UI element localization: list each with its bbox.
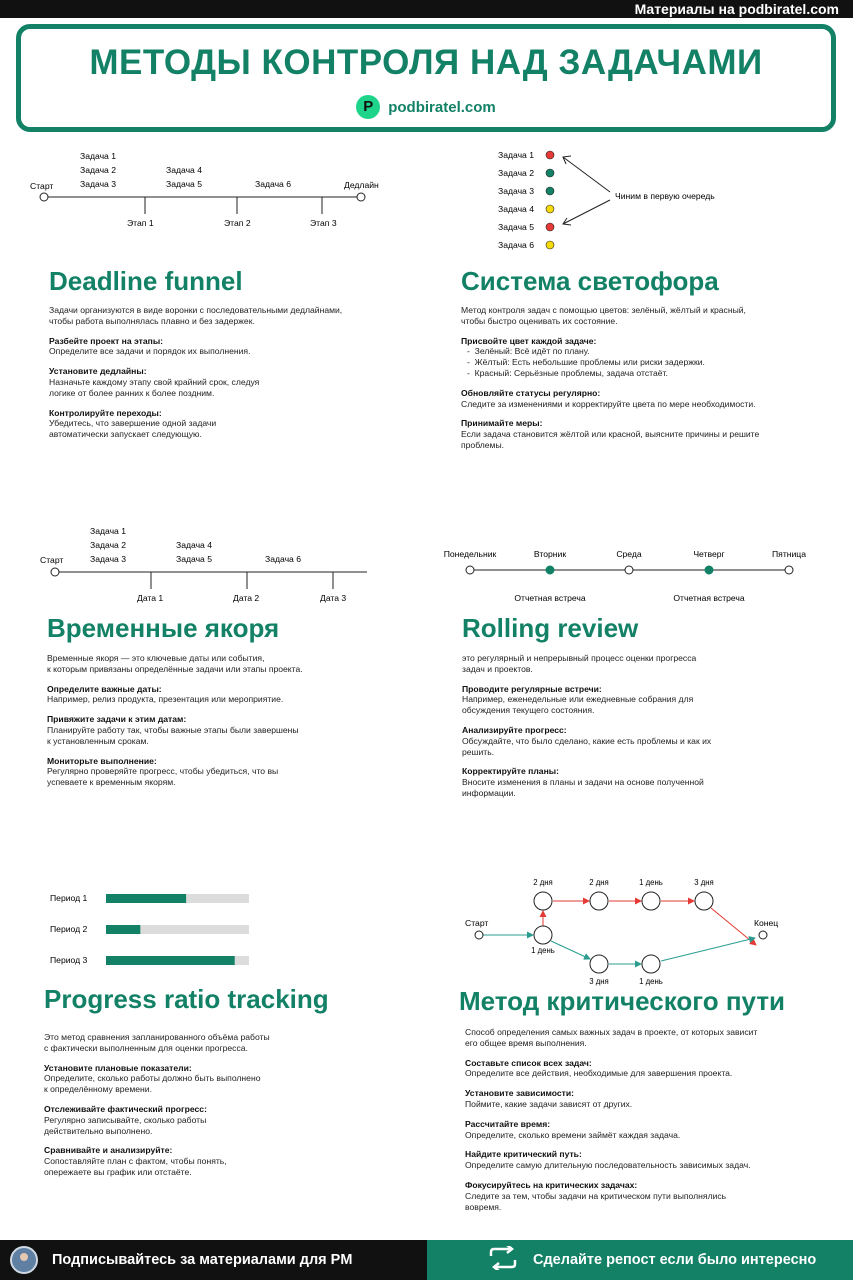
step-text: Вносите изменения в планы и задачи на основе полученной информации. (462, 777, 704, 798)
period-label: Период 2 (50, 924, 88, 934)
rolling-day-label: Вторник (533, 549, 567, 559)
traffic-task-label: Задача 3 (498, 186, 534, 196)
funnel-stage-label: Этап 3 (310, 218, 337, 228)
section-title: Deadline funnel (49, 266, 243, 296)
status-dot (546, 187, 554, 195)
funnel-task: Задача 3 (80, 179, 116, 189)
step-text: Планируйте работу так, чтобы важные этапы были завершены к установленным срокам. (47, 724, 299, 746)
status-dot (546, 205, 554, 213)
step-heading: Рассчитайте время: (465, 1118, 551, 1129)
rolling-meeting-label: Отчетная встреча (673, 593, 745, 603)
section-title: Progress ratio tracking (44, 984, 329, 1014)
step-text: Следите за изменениями и корректируйте цвета по мере необходимости. (461, 398, 756, 409)
site-logo[interactable] (21, 95, 831, 119)
step-heading: Привяжите задачи к этим датам: (47, 714, 187, 725)
cpm-duration-label: 1 день (531, 946, 555, 955)
footer-repost-text: Сделайте репост если было интересно (533, 1252, 817, 1268)
anchors-date-label: Дата 3 (320, 593, 347, 603)
funnel-task: Задача 4 (166, 165, 202, 175)
rolling-meeting-label: Отчетная встреча (514, 593, 586, 603)
step-text: Регулярно записывайте, сколько работы действительно выполнено. (44, 1114, 207, 1136)
progress-fill (106, 894, 186, 903)
step-heading: Установите зависимости: (465, 1088, 575, 1099)
section-intro: Задачи организуются в виде воронки с последовательными дедлайнами, чтобы работа выполнялась плавно и без задержек. (49, 305, 343, 326)
section-deadline-funnel (49, 266, 419, 440)
anchors-task: Задача 3 (90, 554, 126, 564)
section-title: Система светофора (461, 266, 719, 296)
section-intro: Метод контроля задач с помощью цветов: зелёный, жёлтый и красный, чтобы быстро оценивать их состояние. (461, 305, 746, 326)
step-text: Убедитесь, что завершение одной задачи автоматически запускает следующую. (49, 418, 217, 440)
funnel-task: Задача 2 (80, 165, 116, 175)
step-text: Например, релиз продукта, презентация или мероприятие. (47, 694, 284, 705)
step-text: Определите самую длительную последовательность зависимых задач. (465, 1160, 751, 1171)
section-traffic-light (461, 266, 841, 451)
section-title: Rolling review (462, 613, 639, 643)
anchors-date-label: Дата 1 (137, 593, 164, 603)
step-text: Регулярно проверяйте прогресс, чтобы убедиться, что вы успеваете к временным якорям. (47, 766, 279, 788)
funnel-task: Задача 6 (255, 179, 291, 189)
funnel-stage-label: Этап 2 (224, 218, 251, 228)
status-dot (546, 241, 554, 249)
rolling-day-label: Четверг (693, 549, 725, 559)
status-dot (546, 151, 554, 159)
step-heading: Найдите критический путь: (465, 1149, 582, 1160)
step-heading: Определите важные даты: (47, 683, 162, 694)
section-intro: Это метод сравнения запланированного объёма работы с фактически выполненным для оценки прогресса. (44, 1032, 270, 1053)
section-intro: Способ определения самых важных задач в проекте, от которых зависит его общее время выполнения. (465, 1027, 758, 1048)
rolling-day-label: Понедельник (443, 549, 497, 559)
funnel-stage-label: Этап 1 (127, 218, 154, 228)
bullet-item: - Жёлтый: Есть небольшие проблемы или риски задержки. (467, 357, 705, 368)
anchors-task: Задача 1 (90, 526, 126, 536)
period-label: Период 1 (50, 893, 88, 903)
anchors-task: Задача 2 (90, 540, 126, 550)
anchors-date-label: Дата 2 (233, 593, 260, 603)
logo-text: podbiratel.com (388, 98, 496, 116)
step-text: Определите, сколько времени займёт каждая задача. (465, 1129, 681, 1140)
step-heading: Фокусируйтесь на критических задачах: (465, 1179, 638, 1190)
section-time-anchors (47, 613, 417, 788)
traffic-note: Чиним в первую очередь (615, 191, 715, 201)
step-text: Определите все действия, необходимые для завершения проекта. (465, 1068, 733, 1079)
step-heading: Корректируйте планы: (462, 766, 559, 777)
status-dot (546, 223, 554, 231)
step-heading: Составьте список всех задач: (465, 1057, 592, 1068)
footer-subscribe[interactable] (0, 1240, 427, 1280)
traffic-task-label: Задача 2 (498, 168, 534, 178)
funnel-task: Задача 1 (80, 151, 116, 161)
step-text: Обсуждайте, что было сделано, какие есть проблемы и как их решить. (462, 735, 712, 757)
step-heading: Проводите регулярные встречи: (462, 683, 602, 694)
step-heading: Разбейте проект на этапы: (49, 335, 164, 346)
anchors-task: Задача 5 (176, 554, 212, 564)
rolling-day-label: Пятница (771, 549, 807, 559)
progress-fill (106, 925, 140, 934)
cpm-duration-label: 1 день (639, 977, 663, 986)
funnel-end-label: Дедлайн (344, 180, 379, 190)
cpm-duration-label: 3 дня (589, 977, 609, 986)
step-heading: Контролируйте переходы: (49, 407, 162, 418)
step-text: Сопоставляйте план с фактом, чтобы понять, опережаете вы график или отстаёте. (44, 1156, 227, 1177)
anchors-diagram (0, 520, 420, 610)
cpm-start-label: Старт (465, 918, 489, 928)
step-text: Следите за тем, чтобы задачи на критическом пути выполнялись вовремя. (465, 1190, 727, 1212)
progress-diagram (0, 880, 420, 975)
anchors-start-label: Старт (40, 555, 64, 565)
step-heading: Сравнивайте и анализируйте: (44, 1145, 173, 1156)
funnel-start-label: Старт (30, 181, 54, 191)
section-progress-ratio (44, 984, 424, 1178)
cpm-duration-label: 3 дня (694, 878, 714, 887)
page-title: МЕТОДЫ КОНТРОЛЯ НАД ЗАДАЧАМИ (89, 43, 763, 82)
top-bar (0, 0, 853, 18)
cpm-end-label: Конец (754, 918, 779, 928)
section-title: Временные якоря (47, 613, 280, 643)
footer-repost[interactable] (427, 1240, 853, 1280)
anchors-task: Задача 4 (176, 540, 212, 550)
cpm-duration-label: 2 дня (533, 878, 553, 887)
step-text: Например, еженедельные или ежедневные собрания для обсуждения текущего состояния. (462, 694, 694, 716)
step-text: Определите все задачи и порядок их выполнения. (49, 346, 251, 357)
progress-fill (106, 956, 235, 965)
section-critical-path (459, 986, 849, 1212)
repost-icon (487, 1246, 519, 1275)
section-rolling-review (462, 613, 842, 799)
funnel-diagram (0, 140, 420, 240)
section-intro: это регулярный и непрерывный процесс оценки прогресса задач и проектов. (462, 653, 697, 674)
cpm-duration-label: 2 дня (589, 878, 609, 887)
header-box (16, 24, 836, 132)
period-label: Период 3 (50, 955, 88, 965)
critical-path-diagram (430, 868, 853, 986)
step-heading: Установите дедлайны: (49, 366, 147, 377)
step-text: Поймите, какие задачи зависят от других. (465, 1098, 633, 1109)
traffic-task-label: Задача 1 (498, 150, 534, 160)
step-heading: Мониторьте выполнение: (47, 755, 157, 766)
step-heading: Принимайте меры: (461, 418, 543, 429)
traffic-light-diagram (430, 140, 853, 260)
step-text: Если задача становится жёлтой или красной, выясните причины и решите проблемы. (461, 429, 760, 450)
step-text: Определите, сколько работы должно быть выполнено к определённому времени. (44, 1073, 261, 1095)
section-intro: Временные якоря — это ключевые даты или события, к которым привязаны определённые задачи или этапы проекта. (47, 653, 303, 674)
logo-icon: P (356, 95, 380, 119)
funnel-task: Задача 5 (166, 179, 202, 189)
traffic-task-label: Задача 6 (498, 240, 534, 250)
cpm-duration-label: 1 день (639, 878, 663, 887)
top-bar-link[interactable]: Материалы на podbiratel.com (634, 1, 839, 17)
bullet-item: - Красный: Серьёзные проблемы, задача отстаёт. (467, 367, 668, 378)
step-heading: Анализируйте прогресс: (462, 724, 567, 735)
section-title: Метод критического пути (459, 986, 786, 1016)
traffic-task-label: Задача 5 (498, 222, 534, 232)
step-heading: Присвойте цвет каждой задаче: (461, 335, 597, 346)
anchors-task: Задача 6 (265, 554, 301, 564)
step-heading: Обновляйте статусы регулярно: (461, 387, 601, 398)
bullet-item: - Зелёный: Всё идёт по плану. (467, 346, 590, 357)
status-dot (546, 169, 554, 177)
rolling-day-label: Среда (616, 549, 642, 559)
step-heading: Отслеживайте фактический прогресс: (44, 1103, 207, 1114)
step-heading: Установите плановые показатели: (44, 1062, 192, 1073)
avatar (10, 1246, 38, 1274)
rolling-diagram (430, 540, 853, 610)
footer-subscribe-text: Подписывайтесь за материалами для PM (52, 1252, 353, 1268)
traffic-task-label: Задача 4 (498, 204, 534, 214)
step-text: Назначьте каждому этапу свой крайний срок, следуя логике от более ранних к более поздним. (49, 376, 260, 398)
